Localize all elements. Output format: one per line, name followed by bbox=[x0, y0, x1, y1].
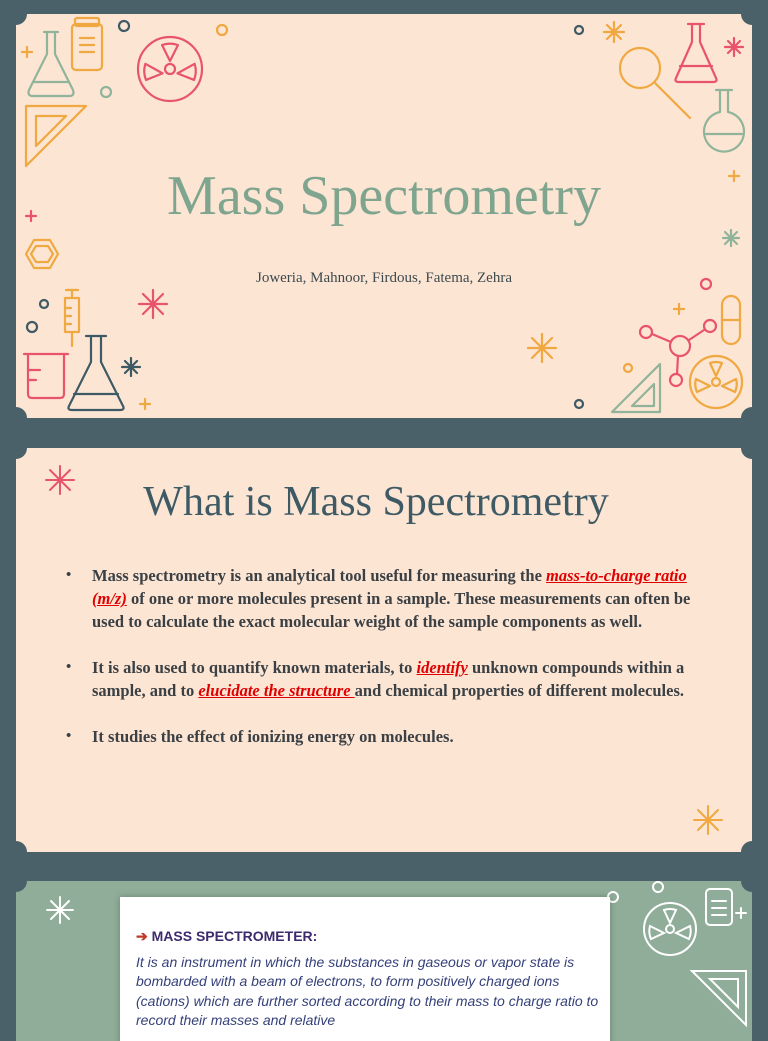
slide-title: What is Mass Spectrometry bbox=[143, 479, 609, 525]
bullet-list bbox=[66, 564, 706, 771]
flask-icon bbox=[29, 32, 74, 96]
ruler-triangle-icon bbox=[26, 106, 86, 166]
radiation-icon bbox=[644, 903, 696, 955]
page-title: Mass Spectrometry bbox=[167, 165, 601, 227]
sparkle-icon bbox=[723, 230, 739, 246]
definition-card bbox=[120, 897, 610, 1041]
hexagon-icon bbox=[26, 240, 58, 268]
radiation-icon bbox=[690, 356, 742, 408]
card-heading: ➔ MASS SPECTROMETER: bbox=[136, 928, 318, 944]
beaker-icon bbox=[24, 354, 68, 398]
ruler-triangle-icon bbox=[692, 971, 746, 1025]
plus-icon bbox=[140, 399, 150, 409]
circle-icon bbox=[40, 300, 48, 308]
molecule-icon bbox=[640, 320, 716, 386]
jar-icon bbox=[706, 889, 746, 925]
card-body: It is an instrument in which the substances in gaseous or vapor state is bombarded with a beam of electrons, to form positively charged ions (cations) which are further sorted according to their mass to charge ratio to record their masses and relative bbox=[136, 953, 599, 1028]
circle-icon bbox=[217, 25, 227, 35]
radiation-icon bbox=[138, 37, 202, 101]
circle-icon bbox=[624, 364, 632, 372]
instrument-slide bbox=[16, 881, 752, 1041]
authors-line: Joweria, Mahnoor, Firdous, Fatema, Zehra bbox=[255, 270, 512, 286]
syringe-icon bbox=[65, 290, 79, 346]
sparkle-icon bbox=[694, 806, 722, 834]
highlight-term: elucidate the structure bbox=[198, 681, 355, 700]
bullet-item: • Mass spectrometry is an analytical tool useful for measuring the mass-to-charge ratio (m/z) of one or more molecules present in a sample. These measurements can often be used to calculate the exact molecular weight of the sample components as well. bbox=[66, 564, 706, 633]
capsule-icon bbox=[722, 296, 740, 344]
title-slide bbox=[16, 14, 752, 418]
jar-icon bbox=[72, 18, 102, 70]
bullet-item: • It is also used to quantify known materials, to identify unknown compounds within a sample, and to elucidate the structure and chemical properties of different molecules. bbox=[66, 656, 706, 702]
sparkle-icon bbox=[528, 334, 556, 362]
sparkle-icon bbox=[122, 358, 140, 376]
highlight-term: identify bbox=[416, 658, 468, 677]
flask-icon bbox=[675, 24, 716, 82]
plus-icon bbox=[22, 47, 32, 57]
sparkle-icon bbox=[725, 38, 743, 56]
sparkle-icon bbox=[47, 897, 73, 923]
sparkle-icon bbox=[604, 22, 624, 42]
circle-icon bbox=[653, 882, 663, 892]
circle-icon bbox=[575, 400, 583, 408]
arrow-icon: ➔ bbox=[136, 928, 148, 944]
definition-slide bbox=[16, 448, 752, 852]
sparkle-icon bbox=[139, 290, 167, 318]
bullet-item: • It studies the effect of ionizing energy on molecules. bbox=[66, 725, 706, 748]
circle-icon bbox=[575, 26, 583, 34]
circle-icon bbox=[27, 322, 37, 332]
round-flask-icon bbox=[704, 90, 744, 152]
flask-icon bbox=[68, 336, 123, 410]
plus-icon bbox=[674, 304, 684, 314]
circle-icon bbox=[119, 21, 129, 31]
circle-icon bbox=[101, 87, 111, 97]
highlight-term: mass-to-charge ratio (m/z) bbox=[92, 566, 687, 608]
ruler-triangle-icon bbox=[612, 364, 660, 412]
